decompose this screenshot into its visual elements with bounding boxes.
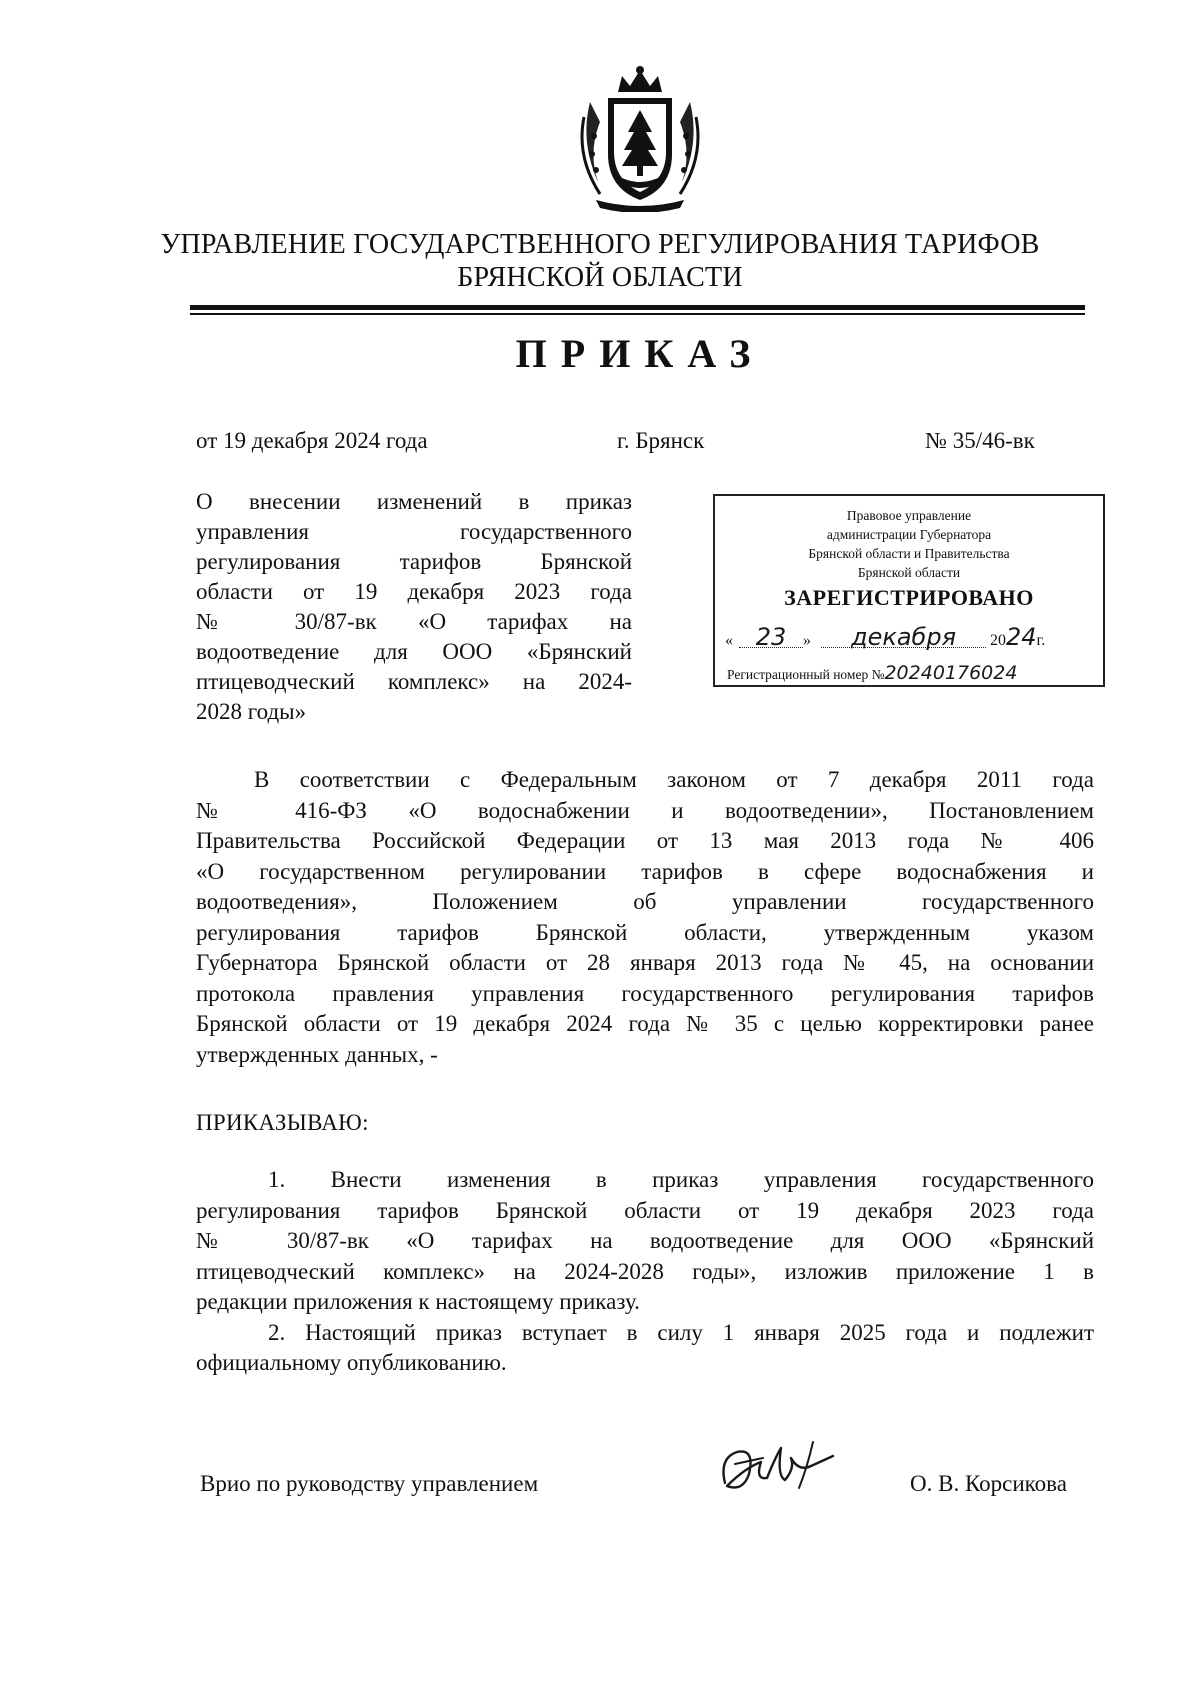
stamp-registration-number-row — [727, 664, 1099, 684]
item-1-line: № 30/87-вк «О тарифах на водоотведение для ООО «Брянский — [196, 1228, 1094, 1253]
item-1-line: редакции приложения к настоящему приказу. — [196, 1289, 640, 1314]
preamble-line: водоотведения», Положением об управлении государственного — [196, 889, 1094, 914]
document-date: от 19 декабря 2024 года — [196, 428, 428, 453]
document-city: г. Брянск — [617, 428, 705, 453]
preamble-line: В соответствии с Федеральным законом от 7 декабря 2011 года — [254, 767, 1094, 792]
subject-line: птицеводческий комплекс» на 2024- — [196, 669, 632, 694]
subject-line: области от 19 декабря 2023 года — [196, 579, 632, 604]
item-1-line: 1. Внести изменения в приказ управления государственного — [268, 1167, 1094, 1192]
organization-header — [150, 228, 1050, 294]
item-2-line: 2. Настоящий приказ вступает в силу 1 января 2025 года и подлежит — [268, 1319, 1094, 1345]
subject-line: О внесении изменений в приказ — [196, 489, 632, 514]
item-1-line: регулирования тарифов Брянской области от 19 декабря 2023 года — [196, 1197, 1094, 1223]
stamp-year — [990, 623, 1046, 651]
stamp-year-unit: г. — [1036, 632, 1046, 649]
preamble-line: Брянской области от 19 декабря 2024 года № 35 с целью корректировки ранее — [196, 1011, 1094, 1036]
stamp-registration-number: 20240176024 — [884, 662, 1018, 684]
stamp-registration-label: Регистрационный номер № — [727, 667, 885, 682]
organization-name-line-2: БРЯНСКОЙ ОБЛАСТИ — [457, 262, 743, 293]
coat-of-arms-emblem — [570, 62, 710, 212]
subject-line: регулирования тарифов Брянской — [196, 549, 632, 574]
signatory-name: О. В. Корсикова — [910, 1471, 1067, 1496]
registration-stamp — [713, 494, 1105, 687]
handwritten-signature — [715, 1428, 845, 1508]
stamp-registered-label: ЗАРЕГИСТРИРОВАНО — [784, 585, 1034, 610]
preamble-line: регулирования тарифов Брянской области, утвержденным указом — [196, 919, 1094, 945]
order-directive-word: ПРИКАЗЫВАЮ: — [196, 1110, 369, 1135]
stamp-day: 23 — [739, 628, 803, 648]
stamp-year-suffix: 24 — [1006, 623, 1037, 651]
stamp-month: декабря — [821, 628, 986, 648]
stamp-line-1: Правовое управление — [846, 508, 972, 523]
preamble-line: протокола правления управления государственного регулирования тарифов — [196, 980, 1094, 1006]
stamp-line-4: Брянской области — [857, 565, 961, 580]
preamble-line: Губернатора Брянской области от 28 января 2013 года № 45, на основании — [196, 950, 1094, 975]
order-items — [196, 1165, 1094, 1379]
header-divider-thin — [190, 313, 1085, 315]
subject-line: № 30/87-вк «О тарифах на — [196, 609, 632, 634]
subject-line: 2028 годы» — [196, 699, 307, 724]
item-1-line: птицеводческий комплекс» на 2024-2028 годы», изложив приложение 1 в — [196, 1258, 1094, 1284]
stamp-line-3: Брянской области и Правительства — [808, 546, 1010, 561]
stamp-year-prefix: 20 — [990, 632, 1006, 649]
preamble-line: утвержденных данных, - — [196, 1041, 438, 1067]
preamble-line: Правительства Российской Федерации от 13 мая 2013 года № 406 — [196, 828, 1094, 853]
subject-line: управления государственного — [196, 519, 632, 544]
header-divider-thick — [190, 305, 1085, 310]
document-number: № 35/46-вк — [925, 428, 1035, 453]
document-type-title: ПРИКАЗ — [515, 331, 765, 376]
preamble-line: № 416-ФЗ «О водоснабжении и водоотведении», Постановлением — [196, 797, 1094, 823]
signatory-position: Врио по руководству управлением — [200, 1471, 539, 1496]
organization-name-line-1: УПРАВЛЕНИЕ ГОСУДАРСТВЕННОГО РЕГУЛИРОВАНИЯ ТАРИФОВ — [160, 229, 1040, 260]
stamp-date-row: « 23 » декабря 2024г. — [725, 623, 1046, 651]
stamp-line-2: администрации Губернатора — [826, 527, 992, 542]
subject-line: водоотведение для ООО «Брянский — [196, 639, 632, 664]
item-2-line: официальному опубликованию. — [196, 1350, 507, 1375]
document-subject — [196, 487, 632, 727]
preamble-paragraph — [196, 765, 1094, 1070]
preamble-line: «О государственном регулировании тарифов в сфере водоснабжения и — [196, 858, 1094, 884]
